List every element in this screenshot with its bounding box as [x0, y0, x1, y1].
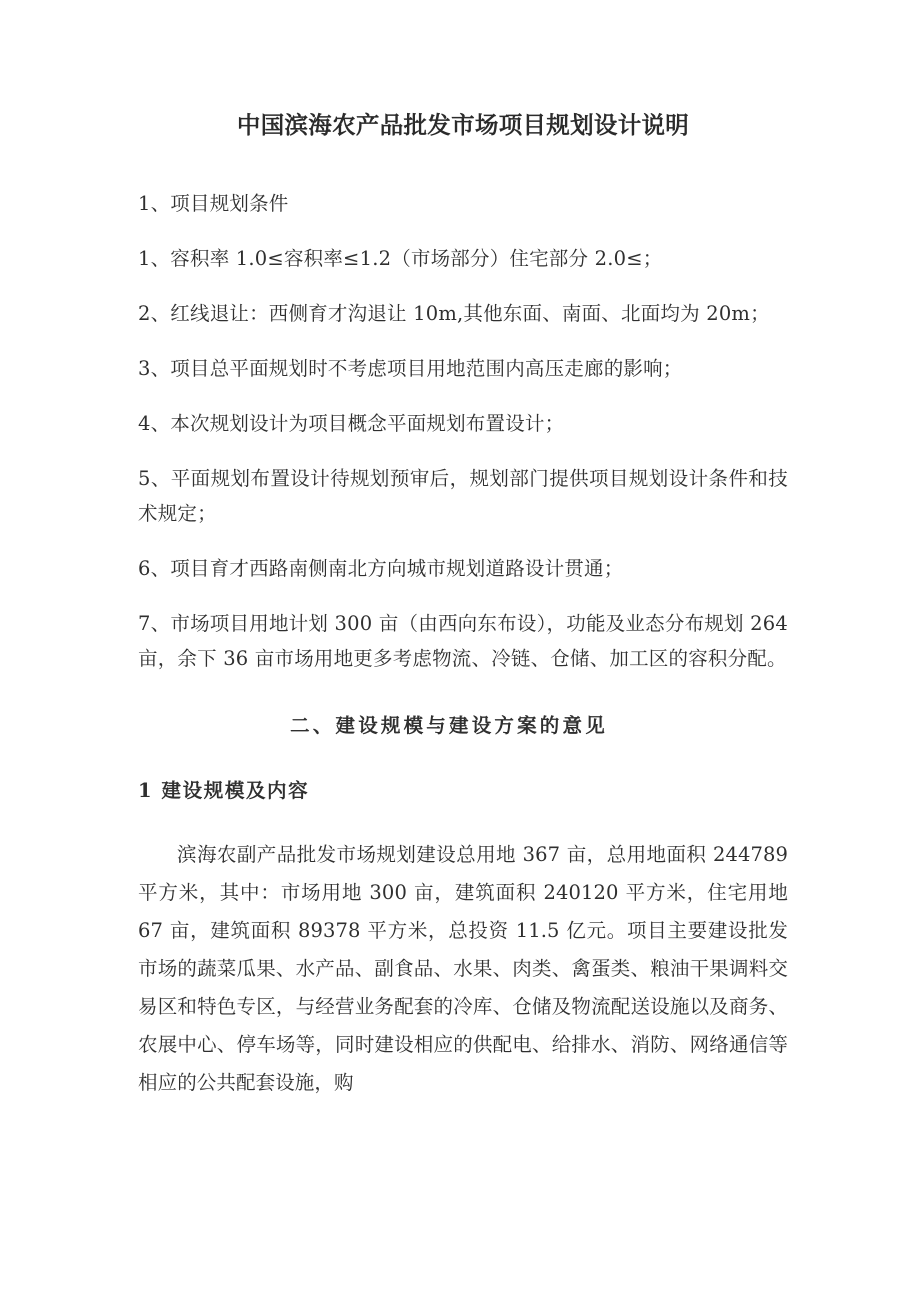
clause-item: 6、项目育才西路南侧南北方向城市规划道路设计贯通； — [138, 557, 624, 581]
clause-item: 1、容积率 1.0≤容积率≤1.2（市场部分）住宅部分 2.0≤； — [138, 247, 663, 271]
clause-item: 2、红线退让：西侧育才沟退让 10m,其他东面、南面、北面均为 20m； — [138, 302, 770, 326]
page-title: 中国滨海农产品批发市场项目规划设计说明 — [236, 111, 690, 139]
section-heading: 二、建设规模与建设方案的意见 — [290, 714, 608, 738]
clause-item: 4、本次规划设计为项目概念平面规划布置设计； — [138, 412, 565, 436]
clause-item: 3、项目总平面规划时不考虑项目用地范围内高压走廊的影响； — [138, 357, 683, 381]
document-content — [138, 0, 788, 1102]
sub-heading: 1 建设规模及内容 — [138, 779, 310, 803]
planning-conditions-list — [138, 186, 788, 676]
clause-item: 7、市场项目用地计划 300 亩（由西向东布设），功能及业态分布规划 264 亩，余下 36 亩市场用地更多考虑物流、冷链、仓储、加工区的容积分配。 — [138, 612, 788, 671]
clause-item: 5、平面规划布置设计待规划预审后，规划部门提供项目规划设计条件和技术规定； — [138, 467, 788, 526]
clause-item: 1、项目规划条件 — [138, 192, 289, 216]
body-paragraph: 滨海农副产品批发市场规划建设总用地 367 亩，总用地面积 244789 平方米，其中：市场用地 300 亩，建筑面积 240120 平方米，住宅用地 67 亩，建筑面积 89378 平方米，总投资 11.5 亿元。项目主要建设批发市场的蔬菜瓜果、水产品、副食品、水果、肉类、禽蛋类、粮油干果调料交易区和特色专区，与经营业务配套的冷库、仓储及物流配送设施以及商务、农展中心、停车场等，同时建设相应的供配电、给排水、消防、网络通信等相应的公共配套设施，购 — [138, 843, 788, 1095]
